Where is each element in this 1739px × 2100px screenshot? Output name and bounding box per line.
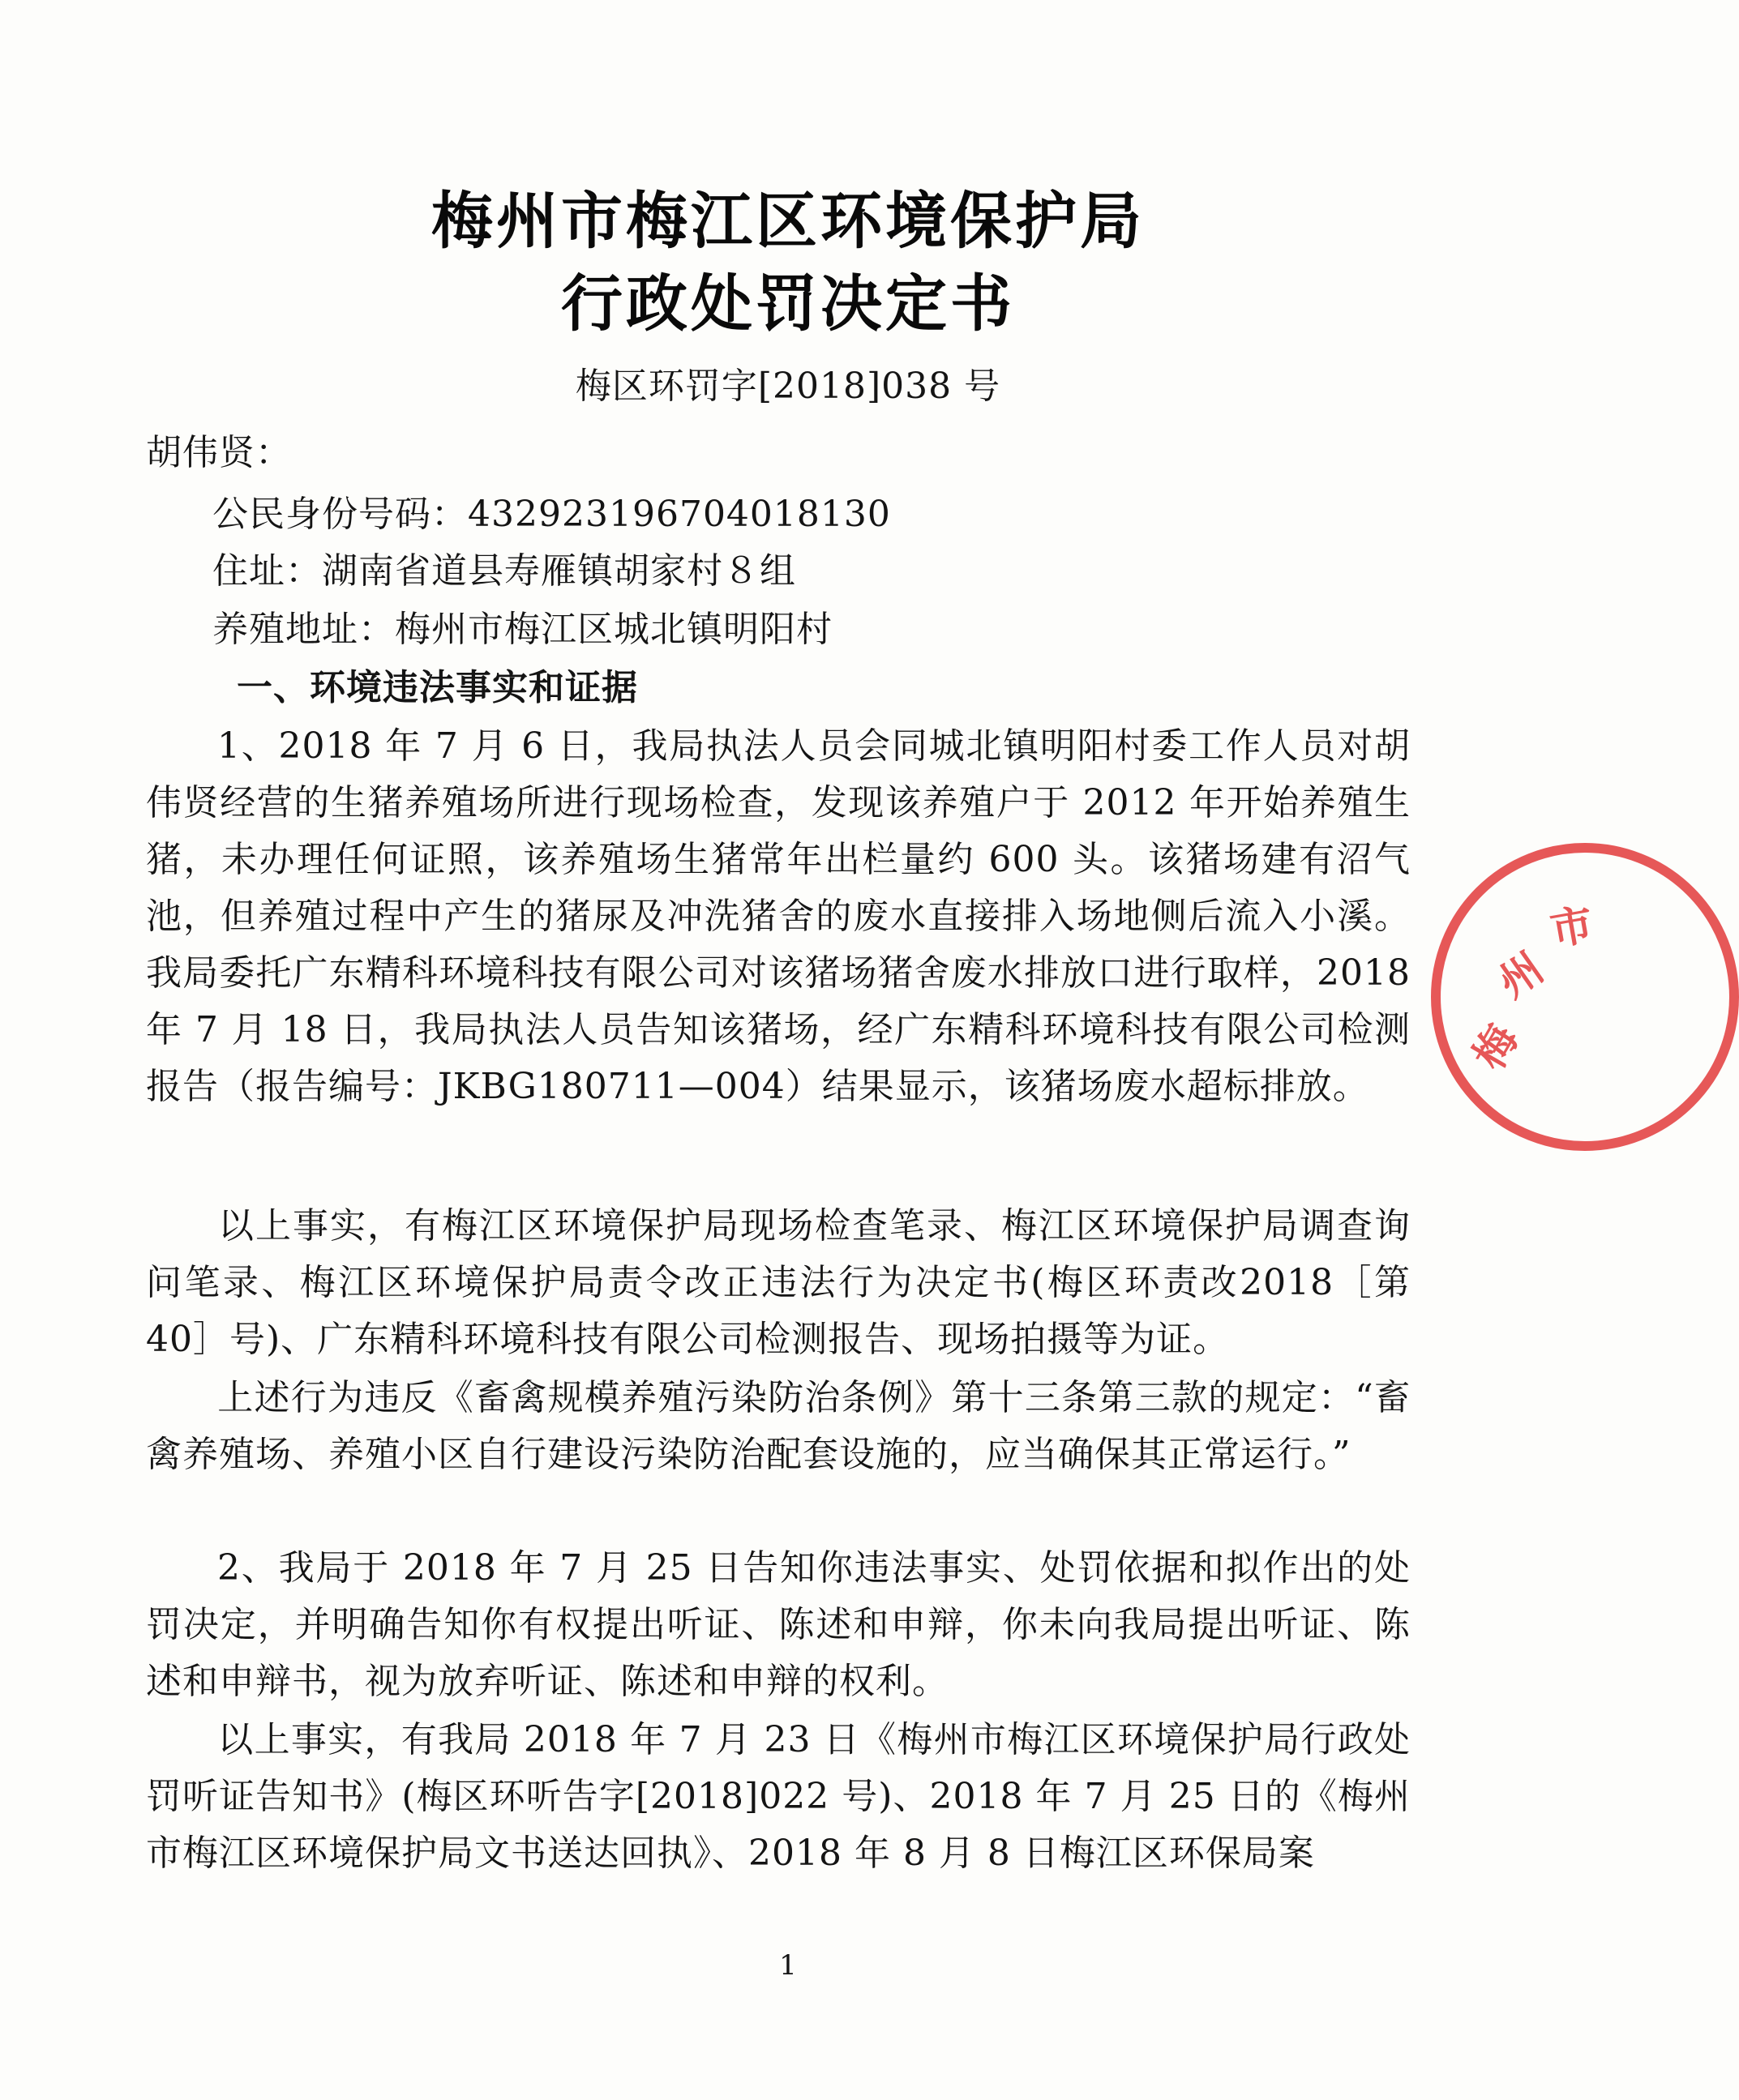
document-title-line2: 行政处罚决定书 [561,267,1015,340]
party-address: 住址：湖南省道县寿雁镇胡家村８组 [212,550,796,592]
paragraph-1 [146,718,1411,1115]
party-name: 胡伟贤： [146,432,292,473]
paragraph-5 [146,1712,1411,1882]
section-heading-1: 一、环境违法事实和证据 [237,667,638,708]
paragraph-2 [146,1198,1411,1368]
paragraph-4 [146,1540,1411,1710]
party-id-number: 公民身份号码：432923196704018130 [212,494,891,535]
farm-address: 养殖地址：梅州市梅江区城北镇明阳村 [212,609,833,650]
paragraph-1-text: 1、2018 年 7 月 6 日，我局执法人员会同城北镇明阳村委工作人员对胡伟贤经营的生猪养殖场所进行现场检查，发现该养殖户于 2012 年开始养殖生猪，未办理任何证照，该养殖场生猪常年出栏量约 600 头。该猪场建有沼气池，但养殖过程中产生的猪尿及冲洗猪舍的废水直接排入场地侧后流入小溪。我局委托广东精科环境科技有限公司对该猪场猪舍废水排放口进行取样，2018 年 7 月 18 日，我局执法人员告知该猪场，经广东精科环境科技有限公司检测报告（报告编号：JKBG180711—004）结果显示，该猪场废水超标排放。 [146,725,1411,1107]
document-number: 梅区环罚字[2018]038 号 [575,366,1001,407]
seal-text: 梅 州 市 [1464,900,1597,1078]
paragraph-5-text: 以上事实，有我局 2018 年 7 月 23 日《梅州市梅江区环境保护局行政处罚听证告知书》(梅区环听告字[2018]022 号)、2018 年 7 月 25 日的《梅州市梅江区环境保护局文书送达回执》、2018 年 8 月 8 日梅江区环保局案 [146,1719,1411,1874]
paragraph-2-text: 以上事实，有梅江区环境保护局现场检查笔录、梅江区环境保护局调查询问笔录、梅江区环境保护局责令改正违法行为决定书(梅区环责改2018［第 40］号)、广东精科环境科技有限公司检测报告、现场拍摄等为证。 [146,1205,1411,1360]
paragraph-3 [146,1370,1411,1483]
document-title-line1: 梅州市梅江区环境保护局 [431,185,1145,257]
paragraph-3-text: 上述行为违反《畜禽规模养殖污染防治条例》第十三条第三款的规定：“畜禽养殖场、养殖小区自行建设污染防治配套设施的，应当确保其正常运行。” [146,1377,1411,1475]
official-seal-stamp [1431,843,1739,1151]
paragraph-4-text: 2、我局于 2018 年 7 月 25 日告知你违法事实、处罚依据和拟作出的处罚决定，并明确告知你有权提出听证、陈述和申辩，你未向我局提出听证、陈述和申辩书，视为放弃听证、陈述和申辩的权利。 [146,1547,1411,1702]
page-number: 1 [779,1949,797,1982]
